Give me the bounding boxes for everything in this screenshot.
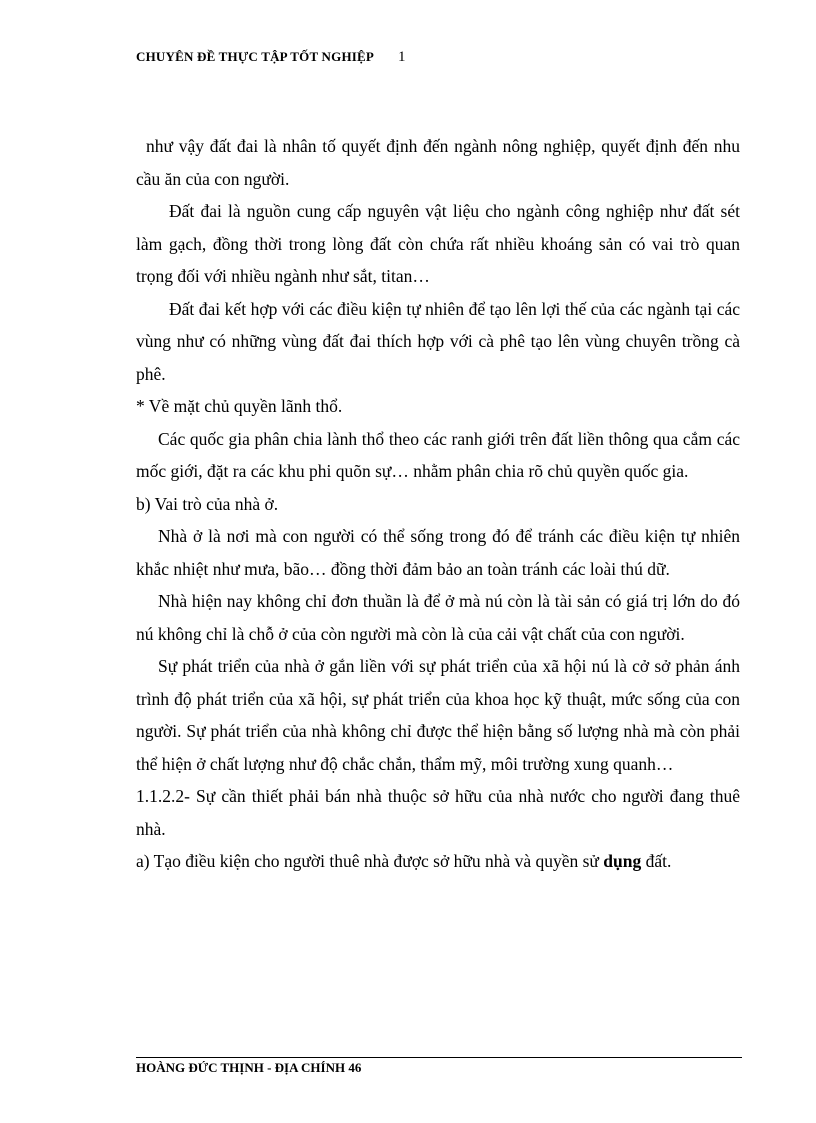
page-number: 1 bbox=[398, 49, 406, 65]
paragraph-housing-development: Sự phát triển của nhà ở gắn liền với sự phát triển của xã hội nú là cở sở phản ánh trình độ phát triển của xã hội, sự phát triển của khoa học kỹ thuật, mức sống của con người. Sự phát triển của nhà không chỉ được thể hiện bằng số lượng nhà mà còn phải thể hiện ở chất lượng như độ chắc chắn, thẩm mỹ, môi trường xung quanh… bbox=[136, 656, 740, 774]
subheading-ownership-start: a) Tạo điều kiện cho người thuê nhà được sở hữu nhà và quyền sử bbox=[136, 851, 604, 871]
subheading-ownership-bold: dụng bbox=[603, 851, 642, 871]
subheading-housing-role: b) Vai trò của nhà ở. bbox=[136, 493, 279, 514]
document-body bbox=[136, 130, 740, 878]
page-header bbox=[136, 49, 406, 66]
subheading-ownership-end: đất. bbox=[641, 851, 672, 871]
paragraph-housing-shelter: Nhà ở là nơi mà con người có thể sống trong đó để tránh các điều kiện tự nhiên khắc nhiệt như mưa, bão… đồng thời đảm bảo an toàn tránh các loài thú dữ. bbox=[136, 526, 740, 579]
page-footer: HOÀNG ĐỨC THỊNH - ĐỊA CHÍNH 46 bbox=[136, 1060, 362, 1075]
subheading-ownership bbox=[136, 845, 740, 878]
section-heading-1-1-2-2: 1.1.2.2- Sự cần thiết phải bán nhà thuộc sở hữu của nhà nước cho người đang thuê nhà. bbox=[136, 786, 740, 839]
footer-divider bbox=[136, 1057, 742, 1058]
paragraph-housing-asset: Nhà hiện nay không chỉ đơn thuần là để ở mà nú còn là tài sản có giá trị lớn do đó nú không chỉ là chỗ ở của còn người mà còn là của cải vật chất của con người. bbox=[136, 591, 740, 644]
subheading-sovereignty: * Về mặt chủ quyền lãnh thổ. bbox=[136, 396, 343, 416]
header-title: CHUYÊN ĐỀ THỰC TẬP TỐT NGHIỆP bbox=[136, 49, 375, 64]
paragraph-land-advantage: Đất đai kết hợp với các điều kiện tự nhiên để tạo lên lợi thế của các ngành tại các vùng như có những vùng đất đai thích hợp với cà phê tạo lên vùng chuyên trồng cà phê. bbox=[136, 298, 740, 384]
paragraph-land-industry: Đất đai là nguồn cung cấp nguyên vật liệu cho ngành công nghiệp như đất sét làm gạch, đồng thời trong lòng đất còn chứa rất nhiều khoáng sản có vai trò quan trọng đối với nhiều ngành như sắt, titan… bbox=[136, 201, 740, 286]
paragraph-sovereignty: Các quốc gia phân chia lành thổ theo các ranh giới trên đất liền thông qua cắm các mốc giới, đặt ra các khu phi quõn sự… nhằm phân chia rõ chủ quyền quốc gia. bbox=[136, 428, 740, 481]
paragraph-land-agriculture: như vậy đất đai là nhân tố quyết định đến ngành nông nghiệp, quyết định đến nhu cầu ăn của con người. bbox=[136, 136, 740, 189]
